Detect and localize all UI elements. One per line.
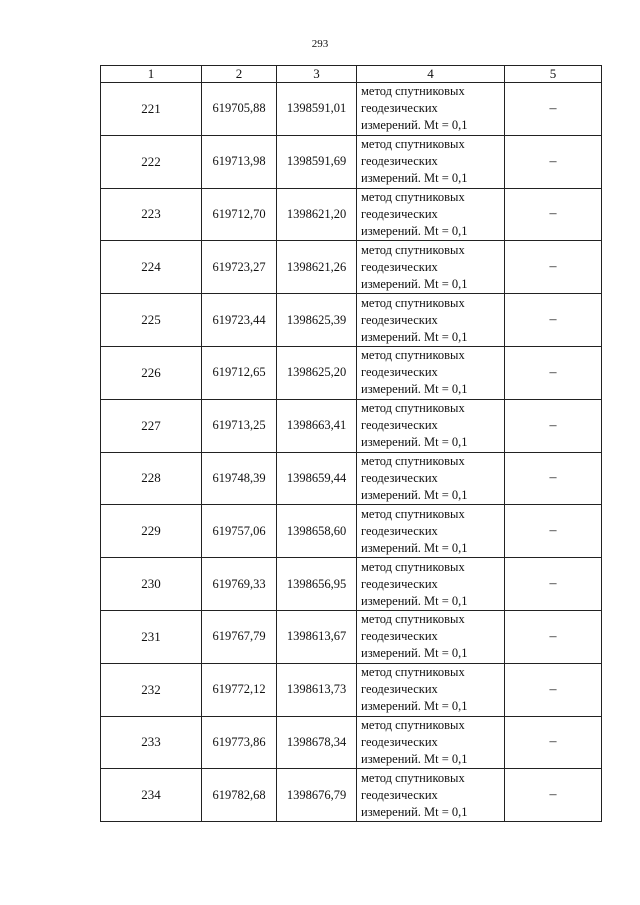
point-number: 228 xyxy=(101,452,202,505)
coordinate-y: 1398621,26 xyxy=(277,241,357,294)
column-5-value: – xyxy=(505,663,602,716)
coordinate-y: 1398591,01 xyxy=(277,83,357,136)
column-5-value: – xyxy=(505,399,602,452)
column-5-value: – xyxy=(505,558,602,611)
method-line: геодезических xyxy=(361,312,438,327)
method-line: измерений. Mt = 0,1 xyxy=(361,487,468,502)
column-5-value: – xyxy=(505,241,602,294)
coordinate-x: 619782,68 xyxy=(202,769,277,822)
table-row xyxy=(101,610,602,663)
point-number: 227 xyxy=(101,399,202,452)
method-line: метод спутниковых xyxy=(361,612,465,627)
column-header-5: 5 xyxy=(505,66,602,83)
column-5-value: – xyxy=(505,769,602,822)
coordinate-y: 1398613,67 xyxy=(277,610,357,663)
method-description xyxy=(357,399,505,452)
method-line: геодезических xyxy=(361,470,438,485)
method-description xyxy=(357,188,505,241)
method-line: измерений. Mt = 0,1 xyxy=(361,646,468,661)
coordinate-y: 1398656,95 xyxy=(277,558,357,611)
method-description xyxy=(357,716,505,769)
method-line: геодезических xyxy=(361,629,438,644)
column-header-3: 3 xyxy=(277,66,357,83)
table-body xyxy=(101,83,602,822)
table-row xyxy=(101,241,602,294)
coordinate-y: 1398613,73 xyxy=(277,663,357,716)
method-line: измерений. Mt = 0,1 xyxy=(361,382,468,397)
method-line: метод спутниковых xyxy=(361,401,465,416)
column-5-value: – xyxy=(505,452,602,505)
coordinate-x: 619713,98 xyxy=(202,135,277,188)
table-row xyxy=(101,769,602,822)
method-line: измерений. Mt = 0,1 xyxy=(361,435,468,450)
method-line: геодезических xyxy=(361,576,438,591)
point-number: 222 xyxy=(101,135,202,188)
column-5-value: – xyxy=(505,188,602,241)
point-number: 231 xyxy=(101,610,202,663)
coordinate-y: 1398663,41 xyxy=(277,399,357,452)
method-description xyxy=(357,346,505,399)
coordinate-x: 619712,70 xyxy=(202,188,277,241)
method-line: метод спутниковых xyxy=(361,559,465,574)
coordinate-y: 1398678,34 xyxy=(277,716,357,769)
column-header-4: 4 xyxy=(357,66,505,83)
table-row xyxy=(101,558,602,611)
column-5-value: – xyxy=(505,610,602,663)
method-line: измерений. Mt = 0,1 xyxy=(361,540,468,555)
coordinates-table xyxy=(100,65,602,822)
point-number: 224 xyxy=(101,241,202,294)
method-line: геодезических xyxy=(361,206,438,221)
point-number: 221 xyxy=(101,83,202,136)
method-line: измерений. Mt = 0,1 xyxy=(361,276,468,291)
method-line: метод спутниковых xyxy=(361,665,465,680)
method-description xyxy=(357,294,505,347)
point-number: 223 xyxy=(101,188,202,241)
coordinate-y: 1398659,44 xyxy=(277,452,357,505)
coordinate-x: 619773,86 xyxy=(202,716,277,769)
method-description xyxy=(357,663,505,716)
point-number: 233 xyxy=(101,716,202,769)
table-row xyxy=(101,135,602,188)
page-number: 293 xyxy=(311,38,329,50)
method-line: геодезических xyxy=(361,734,438,749)
method-line: метод спутниковых xyxy=(361,84,465,99)
table-row xyxy=(101,83,602,136)
method-line: метод спутниковых xyxy=(361,453,465,468)
column-5-value: – xyxy=(505,135,602,188)
coordinate-x: 619705,88 xyxy=(202,83,277,136)
table-row xyxy=(101,505,602,558)
header-row xyxy=(101,66,602,83)
coordinate-x: 619772,12 xyxy=(202,663,277,716)
coordinate-x: 619757,06 xyxy=(202,505,277,558)
method-description xyxy=(357,558,505,611)
point-number: 229 xyxy=(101,505,202,558)
coordinate-y: 1398676,79 xyxy=(277,769,357,822)
method-line: геодезических xyxy=(361,154,438,169)
column-header-1: 1 xyxy=(101,66,202,83)
point-number: 232 xyxy=(101,663,202,716)
method-line: метод спутниковых xyxy=(361,506,465,521)
table-row xyxy=(101,346,602,399)
point-number: 226 xyxy=(101,346,202,399)
method-description xyxy=(357,452,505,505)
coordinate-x: 619767,79 xyxy=(202,610,277,663)
method-line: геодезических xyxy=(361,682,438,697)
method-description xyxy=(357,610,505,663)
method-line: измерений. Mt = 0,1 xyxy=(361,751,468,766)
coordinate-y: 1398625,20 xyxy=(277,346,357,399)
column-5-value: – xyxy=(505,716,602,769)
column-5-value: – xyxy=(505,83,602,136)
method-line: геодезических xyxy=(361,418,438,433)
method-line: геодезических xyxy=(361,259,438,274)
method-description xyxy=(357,769,505,822)
method-line: измерений. Mt = 0,1 xyxy=(361,223,468,238)
column-header-2: 2 xyxy=(202,66,277,83)
column-5-value: – xyxy=(505,294,602,347)
coordinate-x: 619723,27 xyxy=(202,241,277,294)
table-row xyxy=(101,452,602,505)
method-line: метод спутниковых xyxy=(361,189,465,204)
method-line: геодезических xyxy=(361,365,438,380)
coordinate-y: 1398621,20 xyxy=(277,188,357,241)
method-line: метод спутниковых xyxy=(361,348,465,363)
method-description xyxy=(357,83,505,136)
coordinate-x: 619712,65 xyxy=(202,346,277,399)
point-number: 225 xyxy=(101,294,202,347)
method-line: геодезических xyxy=(361,787,438,802)
table-row xyxy=(101,294,602,347)
method-line: измерений. Mt = 0,1 xyxy=(361,118,468,133)
coordinate-x: 619748,39 xyxy=(202,452,277,505)
method-line: измерений. Mt = 0,1 xyxy=(361,804,468,819)
method-line: измерений. Mt = 0,1 xyxy=(361,171,468,186)
method-line: метод спутниковых xyxy=(361,242,465,257)
method-description xyxy=(357,135,505,188)
method-line: измерений. Mt = 0,1 xyxy=(361,329,468,344)
column-5-value: – xyxy=(505,505,602,558)
method-line: метод спутниковых xyxy=(361,717,465,732)
coordinate-x: 619723,44 xyxy=(202,294,277,347)
point-number: 234 xyxy=(101,769,202,822)
method-line: измерений. Mt = 0,1 xyxy=(361,699,468,714)
method-line: метод спутниковых xyxy=(361,770,465,785)
table-row xyxy=(101,399,602,452)
table-row xyxy=(101,663,602,716)
table-row xyxy=(101,716,602,769)
table-row xyxy=(101,188,602,241)
method-line: метод спутниковых xyxy=(361,295,465,310)
coordinate-x: 619769,33 xyxy=(202,558,277,611)
method-line: измерений. Mt = 0,1 xyxy=(361,593,468,608)
method-description xyxy=(357,241,505,294)
coordinate-y: 1398591,69 xyxy=(277,135,357,188)
column-5-value: – xyxy=(505,346,602,399)
coordinate-x: 619713,25 xyxy=(202,399,277,452)
coordinate-y: 1398625,39 xyxy=(277,294,357,347)
method-line: геодезических xyxy=(361,101,438,116)
method-description xyxy=(357,505,505,558)
point-number: 230 xyxy=(101,558,202,611)
coordinate-y: 1398658,60 xyxy=(277,505,357,558)
method-line: метод спутниковых xyxy=(361,137,465,152)
method-line: геодезических xyxy=(361,523,438,538)
